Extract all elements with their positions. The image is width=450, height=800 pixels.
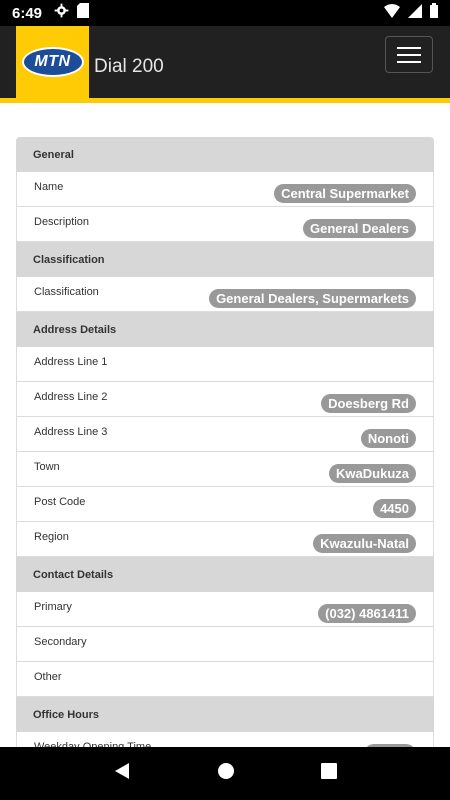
row-label: Region [34, 531, 69, 543]
recents-icon[interactable] [321, 763, 337, 784]
row-other [16, 662, 434, 697]
row-post-code [16, 487, 434, 522]
app-bar [0, 26, 450, 98]
value-badge: Nonoti [361, 429, 416, 448]
details-panel [16, 137, 434, 767]
row-classification [16, 277, 434, 312]
value-badge: General Dealers, Supermarkets [209, 289, 416, 308]
home-icon[interactable] [217, 762, 235, 785]
row-label: Classification [34, 286, 99, 298]
value-badge: Doesberg Rd [321, 394, 416, 413]
hamburger-menu-button[interactable] [385, 36, 433, 73]
row-primary [16, 592, 434, 627]
row-label: Description [34, 216, 90, 228]
row-label: Other [34, 671, 62, 683]
section-header-general: General [16, 137, 434, 172]
row-label: Town [34, 461, 60, 473]
phone-badge[interactable]: (032) 4861411 [318, 604, 416, 623]
row-address-line-3 [16, 417, 434, 452]
wifi-icon [384, 4, 400, 23]
cell-signal-icon [408, 4, 422, 23]
row-label: Address Line 2 [34, 391, 108, 403]
status-bar [0, 0, 450, 26]
logo-oval [22, 47, 84, 77]
section-header-contact: Contact Details [16, 557, 434, 592]
row-label: Name [34, 181, 64, 193]
row-description [16, 207, 434, 242]
app-title: Dial 200 [94, 56, 164, 77]
status-time: 6:49 [12, 4, 43, 22]
settings-gear-icon [54, 3, 69, 23]
row-label: Secondary [34, 636, 87, 648]
row-label: Post Code [34, 496, 86, 508]
mtn-logo[interactable] [16, 26, 89, 98]
row-address-line-1 [16, 347, 434, 382]
row-town [16, 452, 434, 487]
sd-card-icon [77, 3, 89, 23]
hamburger-line [397, 61, 421, 63]
row-address-line-2 [16, 382, 434, 417]
row-name [16, 172, 434, 207]
back-icon[interactable] [113, 762, 131, 785]
hamburger-line [397, 47, 421, 49]
row-secondary [16, 627, 434, 662]
row-label: Address Line 3 [34, 426, 108, 438]
navigation-bar [0, 747, 450, 800]
value-badge: General Dealers [303, 219, 416, 238]
value-badge: Kwazulu-Natal [313, 534, 416, 553]
row-label: Primary [34, 601, 72, 613]
value-badge: Central Supermarket [274, 184, 416, 203]
value-badge: KwaDukuza [329, 464, 416, 483]
brand-strip [0, 98, 450, 103]
hamburger-line [397, 54, 421, 56]
value-badge: 4450 [373, 499, 416, 518]
logo-text: MTN [34, 53, 71, 70]
section-header-classification: Classification [16, 242, 434, 277]
row-region [16, 522, 434, 557]
section-header-office-hours: Office Hours [16, 697, 434, 732]
row-label: Address Line 1 [34, 356, 108, 368]
section-header-address: Address Details [16, 312, 434, 347]
battery-icon [430, 3, 438, 23]
